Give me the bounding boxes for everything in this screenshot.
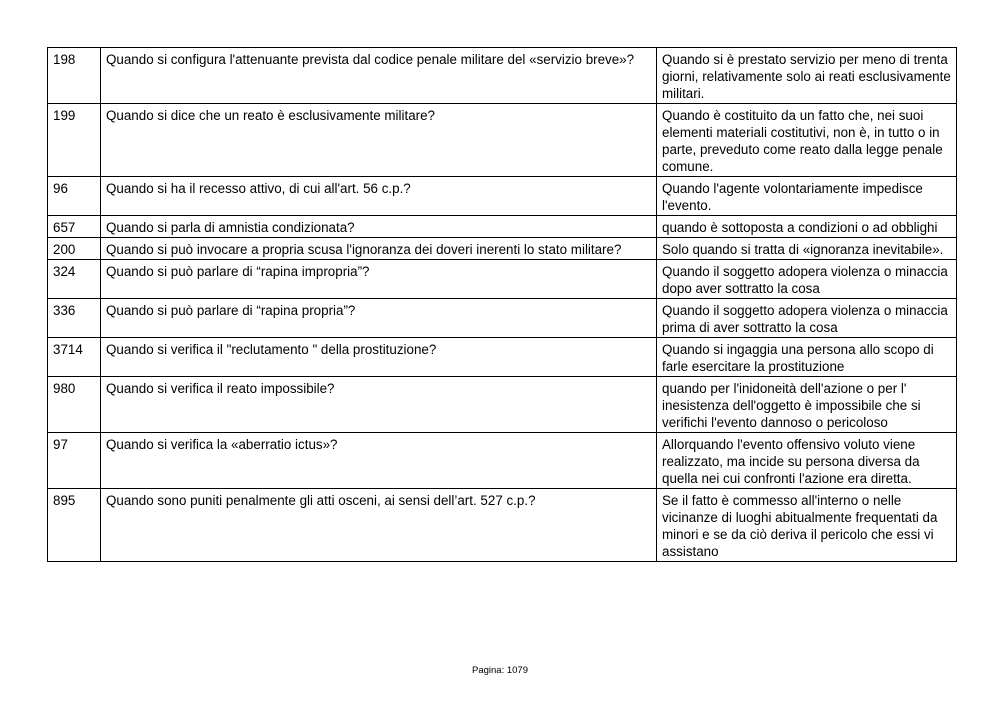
- table-row: [48, 216, 957, 238]
- table-row: [48, 338, 957, 377]
- table-row: [48, 489, 957, 562]
- question-cell: Quando si verifica la «aberratio ictus»?: [101, 433, 657, 489]
- answer-cell: Quando il soggetto adopera violenza o minaccia prima di aver sottratto la cosa: [657, 299, 957, 338]
- page-footer: Pagina: 1079: [472, 665, 528, 676]
- row-number: 97: [48, 433, 101, 489]
- table-row: [48, 104, 957, 177]
- question-cell: Quando si verifica il "reclutamento " della prostituzione?: [101, 338, 657, 377]
- table-row: [48, 48, 957, 104]
- answer-cell: Quando è costituito da un fatto che, nei suoi elementi materiali costitutivi, non è, in tutto o in parte, preveduto come reato dalla legge penale comune.: [657, 104, 957, 177]
- answer-cell: quando è sottoposta a condizioni o ad obblighi: [657, 216, 957, 238]
- table-row: [48, 177, 957, 216]
- question-cell: Quando si può parlare di “rapina propria”?: [101, 299, 657, 338]
- answer-cell: Se il fatto è commesso all'interno o nelle vicinanze di luoghi abitualmente frequentati da minori e se da ciò deriva il pericolo che essi vi assistano: [657, 489, 957, 562]
- row-number: 96: [48, 177, 101, 216]
- table-row: [48, 299, 957, 338]
- row-number: 200: [48, 238, 101, 260]
- question-cell: Quando si configura l'attenuante prevista dal codice penale militare del «servizio breve»?: [101, 48, 657, 104]
- answer-cell: Quando si ingaggia una persona allo scopo di farle esercitare la prostituzione: [657, 338, 957, 377]
- table-row: [48, 238, 957, 260]
- question-cell: Quando si verifica il reato impossibile?: [101, 377, 657, 433]
- row-number: 657: [48, 216, 101, 238]
- table-row: [48, 260, 957, 299]
- answer-cell: Allorquando l'evento offensivo voluto viene realizzato, ma incide su persona diversa da quella nei cui confronti l'azione era diretta.: [657, 433, 957, 489]
- answer-cell: Quando l'agente volontariamente impedisce l'evento.: [657, 177, 957, 216]
- question-cell: Quando si ha il recesso attivo, di cui all'art. 56 c.p.?: [101, 177, 657, 216]
- table-row: [48, 377, 957, 433]
- table-row: [48, 433, 957, 489]
- question-cell: Quando si dice che un reato è esclusivamente militare?: [101, 104, 657, 177]
- row-number: 980: [48, 377, 101, 433]
- row-number: 198: [48, 48, 101, 104]
- answer-cell: Quando il soggetto adopera violenza o minaccia dopo aver sottratto la cosa: [657, 260, 957, 299]
- row-number: 199: [48, 104, 101, 177]
- answer-cell: Quando si è prestato servizio per meno di trenta giorni, relativamente solo ai reati esclusivamente militari.: [657, 48, 957, 104]
- question-cell: Quando si può parlare di “rapina impropria”?: [101, 260, 657, 299]
- question-cell: Quando si può invocare a propria scusa l'ignoranza dei doveri inerenti lo stato militare?: [101, 238, 657, 260]
- answer-cell: Solo quando si tratta di «ignoranza inevitabile».: [657, 238, 957, 260]
- row-number: 895: [48, 489, 101, 562]
- qa-table: [47, 47, 957, 562]
- answer-cell: quando per l'inidoneità dell'azione o per l' inesistenza dell'oggetto è impossibile che si verifichi l'evento dannoso o pericoloso: [657, 377, 957, 433]
- question-cell: Quando si parla di amnistia condizionata?: [101, 216, 657, 238]
- row-number: 3714: [48, 338, 101, 377]
- row-number: 324: [48, 260, 101, 299]
- row-number: 336: [48, 299, 101, 338]
- question-cell: Quando sono puniti penalmente gli atti osceni, ai sensi dell’art. 527 c.p.?: [101, 489, 657, 562]
